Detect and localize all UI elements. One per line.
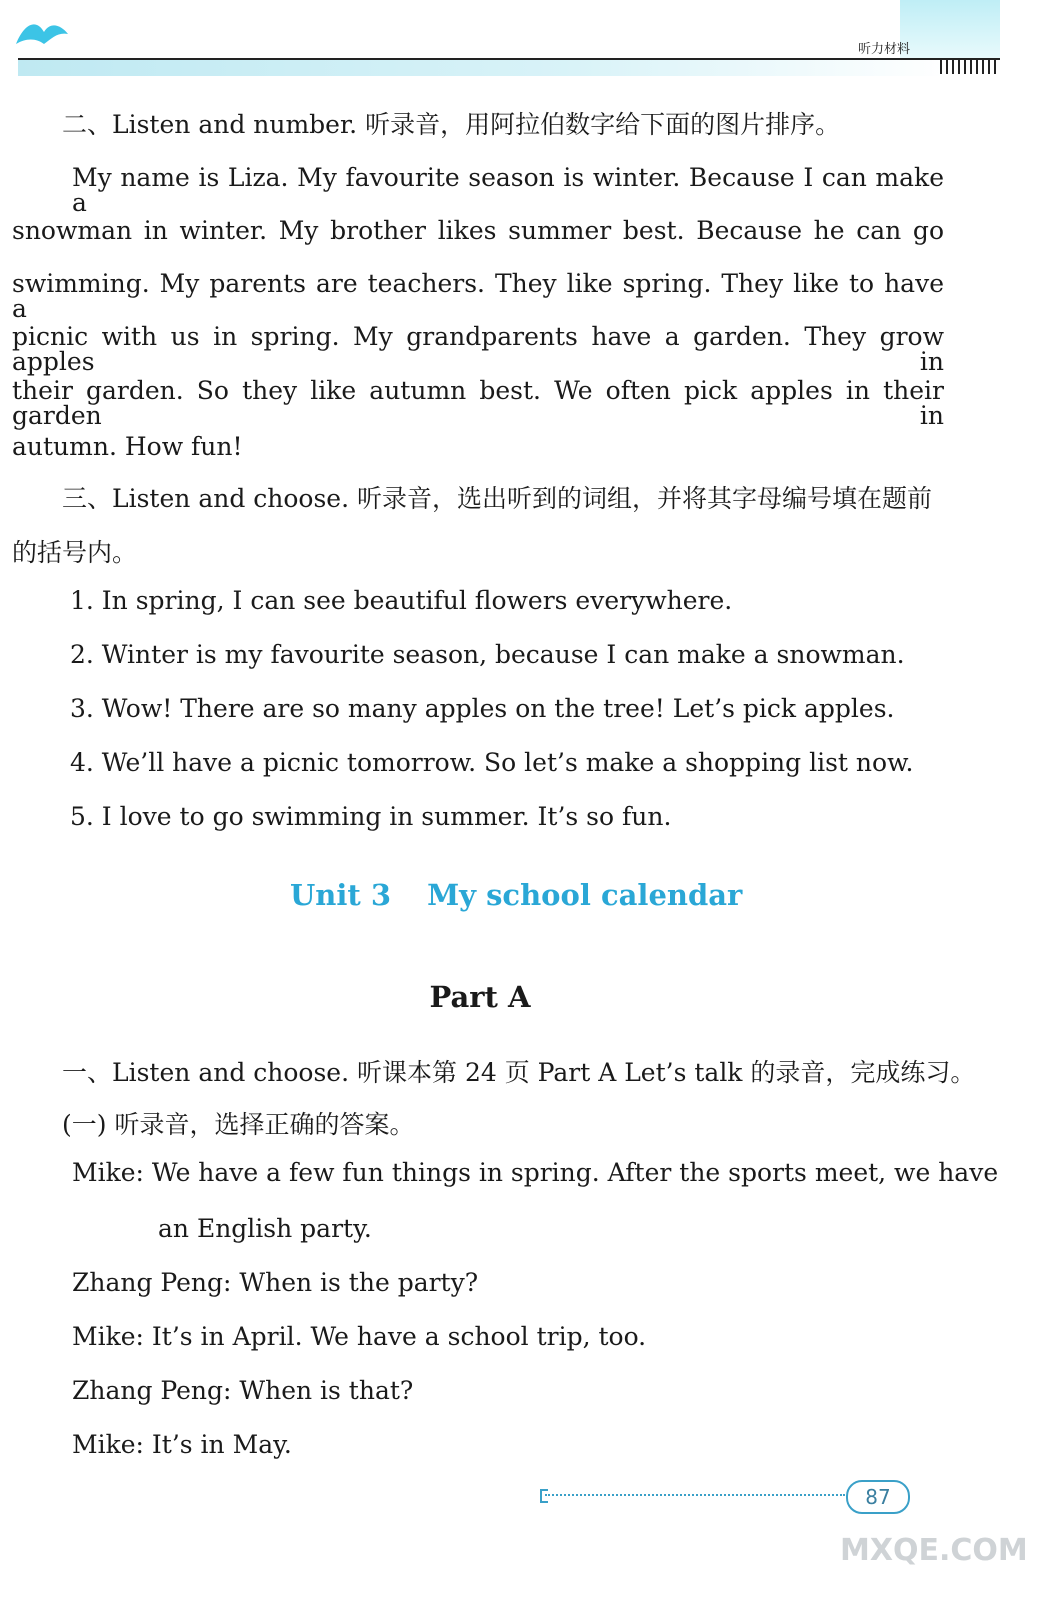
section3-heading-cont: 的括号内。 xyxy=(12,538,138,567)
section2-line-4: picnic with us in spring. My grandparents have a garden. They grow apples in xyxy=(12,322,944,376)
section2-line-5: their garden. So they like autumn best. We often pick apples in their garden in xyxy=(12,376,944,430)
unit-number: Unit 3 xyxy=(290,878,392,912)
section3-item-4: 4. We’ll have a picnic tomorrow. So let’s make a shopping list now. xyxy=(70,748,914,777)
header-decor-block xyxy=(900,0,1000,58)
footer-bracket xyxy=(540,1489,548,1503)
header-ticks xyxy=(940,60,1000,74)
section2-line-2: snowman in winter. My brother likes summer best. Because he can go xyxy=(12,216,944,245)
section3-item-3: 3. Wow! There are so many apples on the tree! Let’s pick apples. xyxy=(70,694,895,723)
header-band xyxy=(18,60,948,76)
dialogue-line-2: an English party. xyxy=(158,1214,372,1243)
dialogue-line-4: Mike: It’s in April. We have a school trip, too. xyxy=(72,1322,647,1351)
section3-heading: 三、Listen and choose. 听录音，选出听到的词组，并将其字母编号填在题前 xyxy=(62,484,932,513)
part-title: Part A xyxy=(429,980,531,1014)
section1-heading: 一、Listen and choose. 听课本第 24 页 Part A Let’s talk 的录音，完成练习。 xyxy=(62,1058,976,1087)
bird-icon xyxy=(14,14,70,50)
page-number: 87 xyxy=(846,1480,910,1514)
unit-title xyxy=(290,878,742,912)
unit-name: My school calendar xyxy=(427,878,743,912)
watermark-logo xyxy=(836,1508,1028,1568)
dialogue-line-3: Zhang Peng: When is the party? xyxy=(72,1268,479,1297)
header-rule xyxy=(18,58,1000,60)
footer-dotted-line xyxy=(545,1494,845,1496)
dialogue-line-6: Mike: It’s in May. xyxy=(72,1430,292,1459)
header-label: 听力材料 xyxy=(858,42,911,57)
section2-line-1: My name is Liza. My favourite season is winter. Because I can make a xyxy=(72,163,944,217)
section3-item-2: 2. Winter is my favourite season, because I can make a snowman. xyxy=(70,640,905,669)
section1-subheading: (一) 听录音，选择正确的答案。 xyxy=(62,1110,415,1139)
section2-heading: 二、Listen and number. 听录音，用阿拉伯数字给下面的图片排序。 xyxy=(62,110,841,139)
section2-line-3: swimming. My parents are teachers. They like spring. They like to have a xyxy=(12,269,944,323)
watermark-text: MXQE.COM xyxy=(840,1533,1028,1568)
dialogue-line-5: Zhang Peng: When is that? xyxy=(72,1376,414,1405)
section2-line-6: autumn. How fun! xyxy=(12,432,243,461)
section3-item-1: 1. In spring, I can see beautiful flowers everywhere. xyxy=(70,586,733,615)
section3-item-5: 5. I love to go swimming in summer. It’s so fun. xyxy=(70,802,672,831)
dialogue-line-1: Mike: We have a few fun things in spring. After the sports meet, we have xyxy=(72,1158,999,1187)
